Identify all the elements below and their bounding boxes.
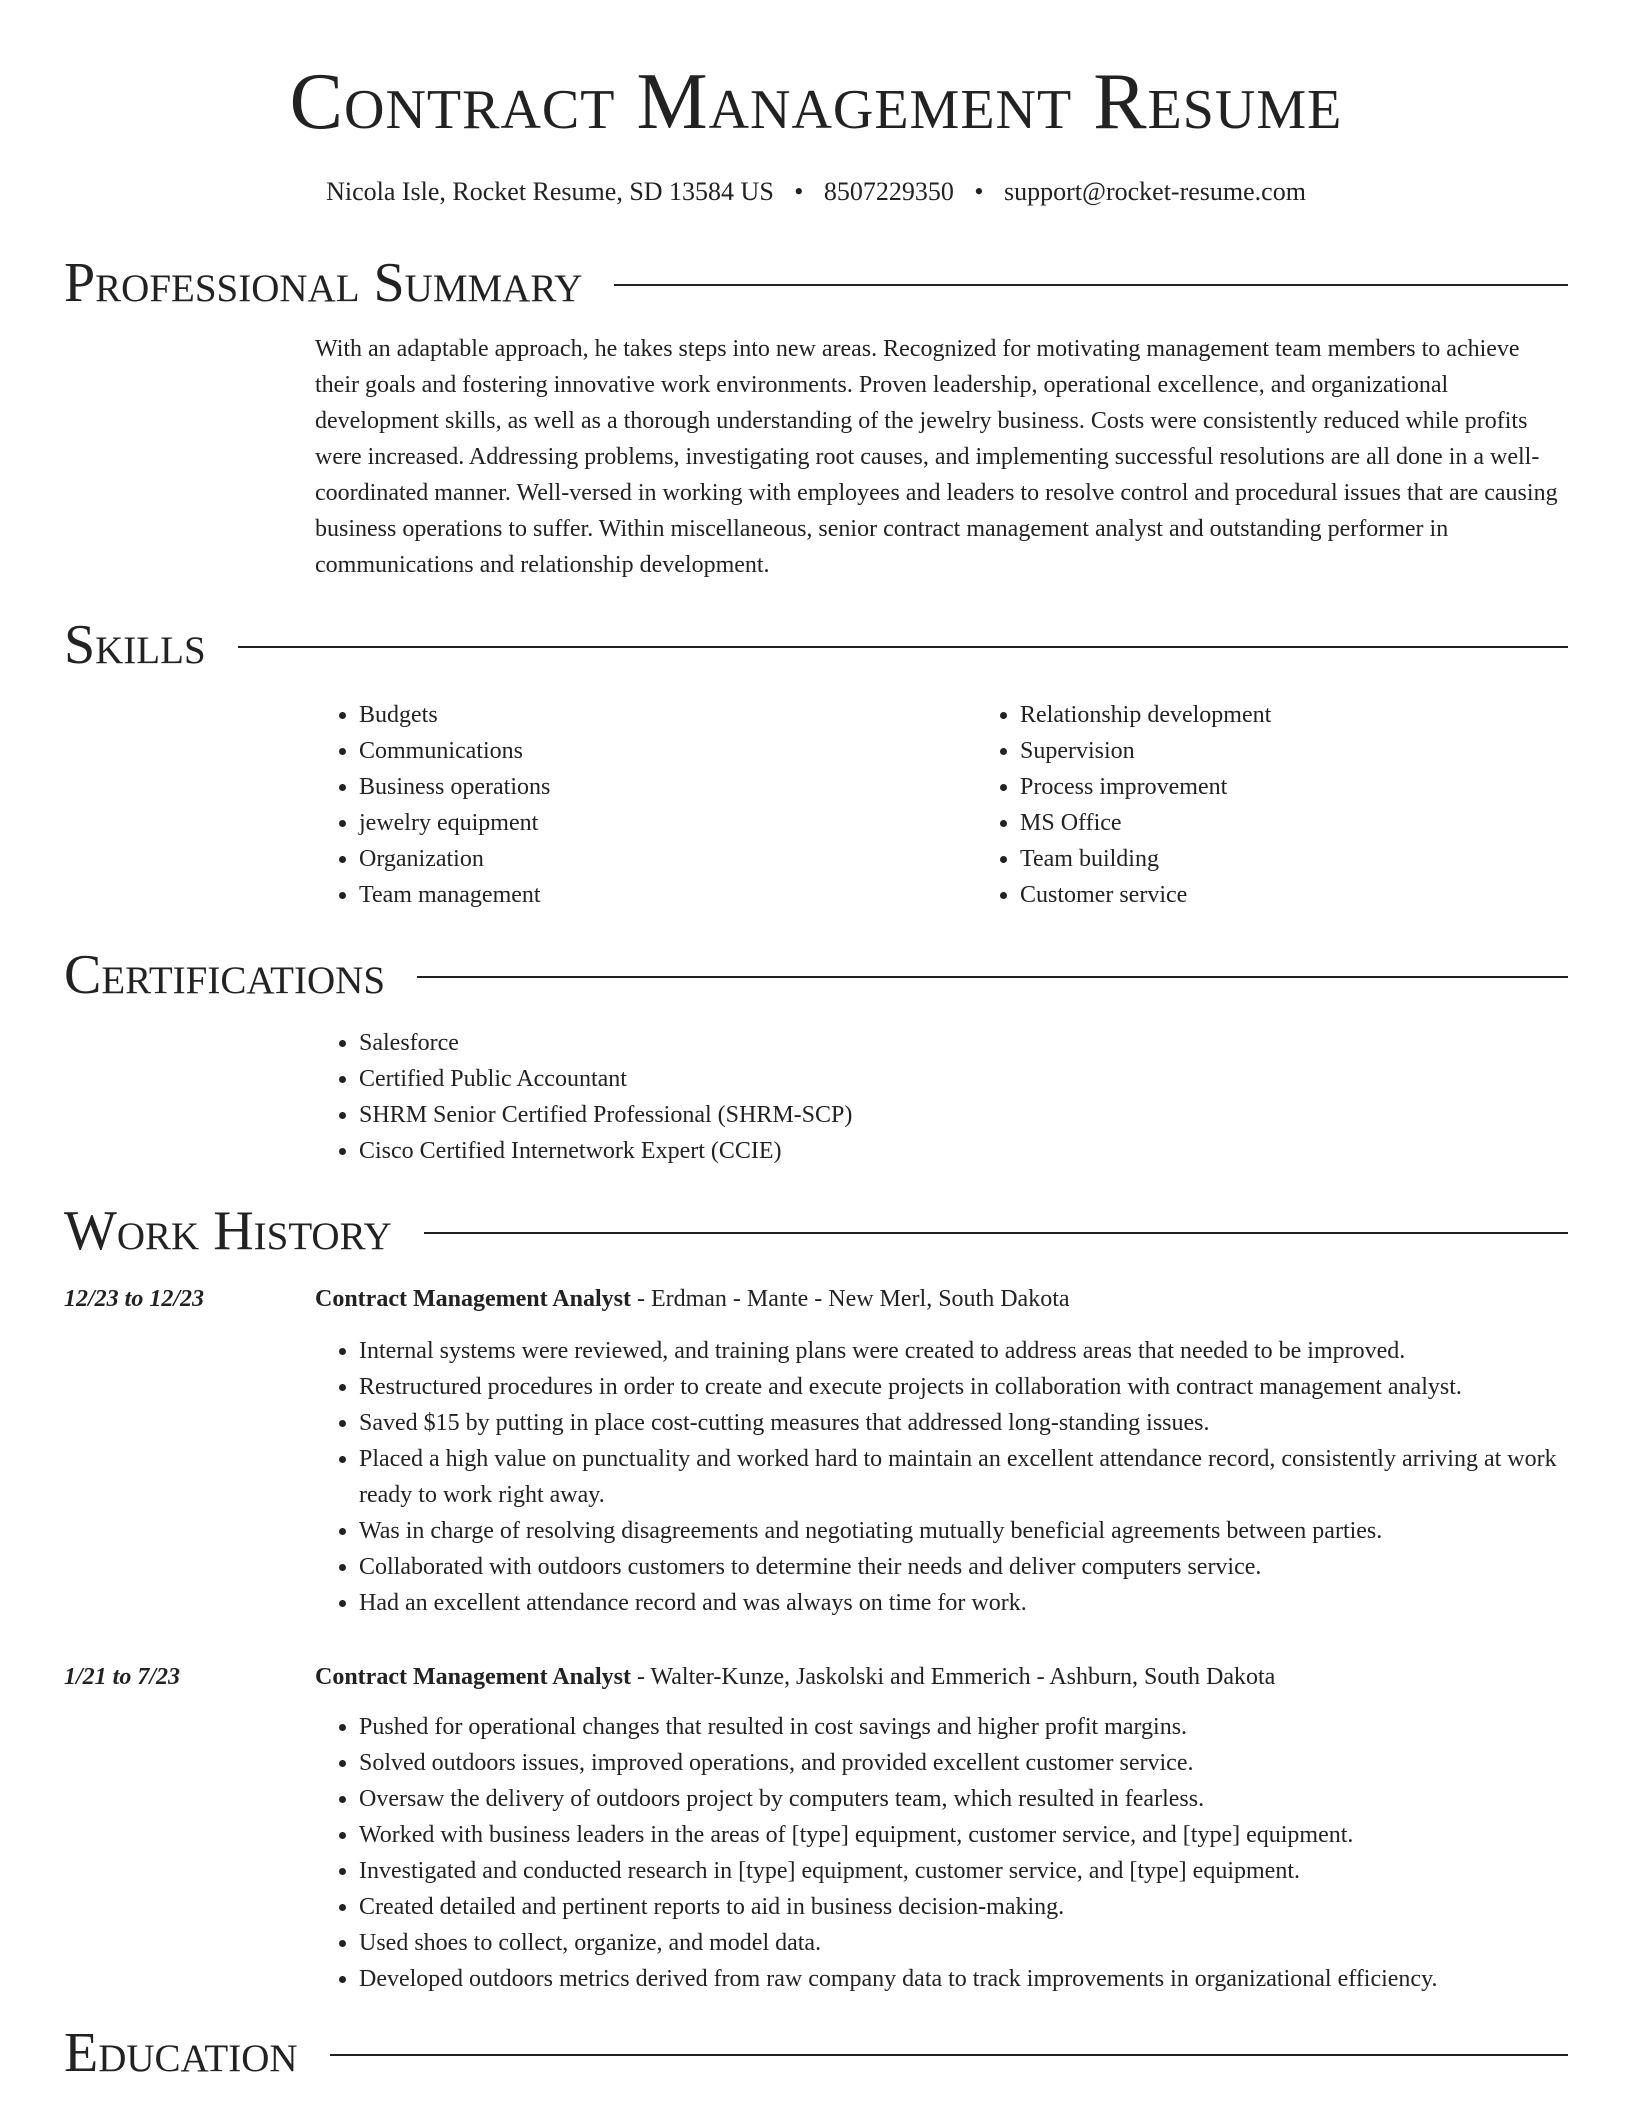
certifications-section [64, 944, 1568, 1169]
job-bullet: • Restructured procedures in order to create and execute projects in collaboration with contract management analyst. [359, 1369, 1568, 1405]
job-bullet: • Had an excellent attendance record and was always on time for work. [359, 1585, 1568, 1621]
job-bullet: • Saved $15 by putting in place cost-cutting measures that addressed long-standing issues. [359, 1405, 1568, 1441]
skills-list-left [315, 697, 976, 913]
section-divider [238, 646, 1568, 648]
job-company: - Walter-Kunze, Jaskolski and Emmerich - Ashburn, South Dakota [630, 1664, 1276, 1691]
skill-item: • Business operations [359, 769, 976, 805]
certification-item: • Cisco Certified Internetwork Expert (CCIE) [359, 1133, 1568, 1169]
education-section [64, 2022, 1568, 2085]
skill-item: • Organization [359, 841, 976, 877]
section-divider [424, 1232, 1568, 1234]
job-bullet: • Placed a high value on punctuality and worked hard to maintain an excellent attendance record, consistently arriving at work ready to work right away. [359, 1441, 1568, 1513]
certifications-heading: Certifications [64, 944, 386, 1007]
job-header [315, 1659, 1568, 1695]
section-header [64, 252, 1568, 315]
summary-text: With an adaptable approach, he takes steps into new areas. Recognized for motivating management team members to achieve their goals and fostering innovative work environments. Proven leadership, operational excellence, and organizational development skills, as well as a thorough understanding of the jewelry business. Costs were consistently reduced while profits were increased. Addressing problems, investigating root causes, and implementing successful resolutions are all done in a well-coordinated manner. Well-versed in working with employees and leaders to resolve control and procedural issues that are causing business operations to suffer. Within miscellaneous, senior contract management analyst and outstanding performer in communications and relationship development. [315, 336, 1558, 579]
job-bullet: • Was in charge of resolving disagreements and negotiating mutually beneficial agreements between parties. [359, 1513, 1568, 1549]
job-bullets [315, 1333, 1568, 1621]
section-divider [417, 976, 1568, 978]
summary-section [64, 252, 1568, 583]
contact-separator: • [974, 177, 984, 206]
skills-body [315, 697, 1568, 913]
section-header [64, 944, 1568, 1007]
contact-line [64, 176, 1568, 207]
job-bullets [315, 1709, 1568, 1997]
skill-item: • Supervision [1020, 733, 1632, 769]
education-heading: Education [64, 2022, 298, 2085]
job-dates: 1/21 to 7/23 [64, 1664, 181, 1691]
job-title: Contract Management Analyst [315, 1286, 631, 1313]
skill-item: • MS Office [1020, 805, 1632, 841]
section-divider [330, 2054, 1568, 2056]
skill-item: • Customer service [1020, 877, 1632, 913]
job-bullet: • Pushed for operational changes that resulted in cost savings and higher profit margins. [359, 1709, 1568, 1745]
job-title: Contract Management Analyst [315, 1664, 631, 1691]
job-bullet: • Used shoes to collect, organize, and model data. [359, 1925, 1568, 1961]
summary-body [315, 331, 1568, 583]
skill-item: • Relationship development [1020, 697, 1632, 733]
contact-email: support@rocket-resume.com [1004, 177, 1306, 206]
certification-item: • SHRM Senior Certified Professional (SHRM-SCP) [359, 1097, 1568, 1133]
certification-item: • Certified Public Accountant [359, 1061, 1568, 1097]
job-dates: 12/23 to 12/23 [64, 1286, 205, 1313]
certifications-body [315, 1025, 1568, 1169]
skill-item: • Communications [359, 733, 976, 769]
skills-heading: Skills [64, 614, 206, 677]
contact-phone: 8507229350 [823, 177, 954, 206]
work-history-section [64, 1200, 1568, 1997]
job-bullet: • Worked with business leaders in the areas of [type] equipment, customer service, and [type] equipment. [359, 1817, 1568, 1853]
job-bullet: • Created detailed and pertinent reports to aid in business decision-making. [359, 1889, 1568, 1925]
contact-separator: • [794, 177, 804, 206]
skill-item: • jewelry equipment [359, 805, 976, 841]
certification-item: • Salesforce [359, 1025, 1568, 1061]
work-history-heading: Work History [64, 1200, 392, 1263]
skill-item: • Team building [1020, 841, 1632, 877]
section-header [64, 1200, 1568, 1263]
skills-list-right [976, 697, 1632, 913]
certifications-list [315, 1025, 1568, 1169]
section-header [64, 614, 1568, 677]
section-divider [614, 284, 1568, 286]
section-header [64, 2022, 1568, 2085]
skill-item: • Process improvement [1020, 769, 1632, 805]
job-details [315, 1281, 1568, 1621]
job-bullet: • Developed outdoors metrics derived from raw company data to track improvements in organizational efficiency. [359, 1961, 1568, 1997]
page-title: Contract Management Resume [289, 58, 1343, 146]
job-bullet: • Oversaw the delivery of outdoors project by computers team, which resulted in fearless. [359, 1781, 1568, 1817]
job-header [315, 1281, 1568, 1317]
contact-address: Nicola Isle, Rocket Resume, SD 13584 US [326, 177, 774, 206]
job-bullet: • Investigated and conducted research in [type] equipment, customer service, and [type] equipment. [359, 1853, 1568, 1889]
skill-item: • Budgets [359, 697, 976, 733]
job-details [315, 1659, 1568, 1997]
summary-heading: Professional Summary [64, 252, 583, 315]
job-bullet: • Solved outdoors issues, improved operations, and provided excellent customer service. [359, 1745, 1568, 1781]
job-entry [64, 1281, 1568, 1621]
job-company: - Erdman - Mante - New Merl, South Dakota [630, 1286, 1070, 1313]
job-bullet: • Collaborated with outdoors customers to determine their needs and deliver computers service. [359, 1549, 1568, 1585]
job-bullet: • Internal systems were reviewed, and training plans were created to address areas that needed to be improved. [359, 1333, 1568, 1369]
job-entry [64, 1659, 1568, 1997]
skill-item: • Team management [359, 877, 976, 913]
skills-section [64, 614, 1568, 913]
